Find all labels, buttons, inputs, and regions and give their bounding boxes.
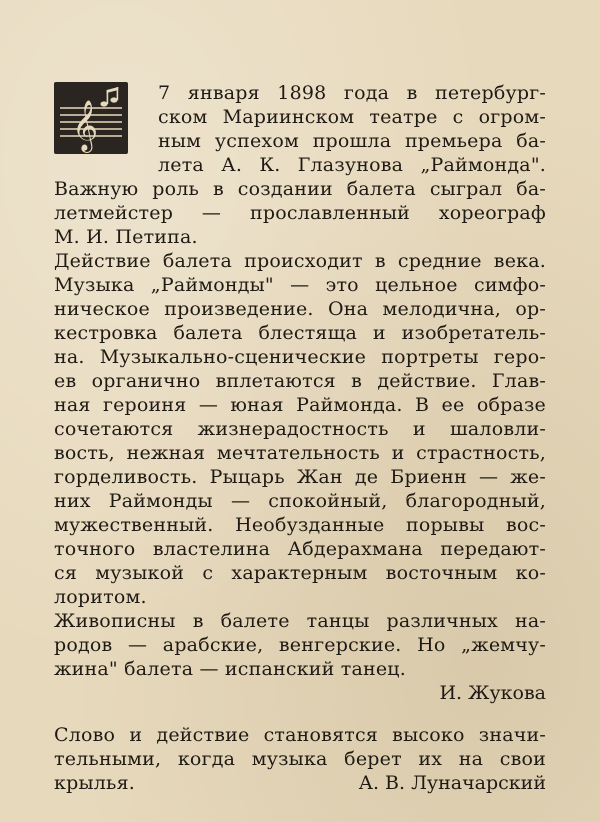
article-line: лета А. К. Глазунова „Раймонда". — [158, 154, 546, 176]
article-line: Живописны в балете танцы различных на- — [54, 610, 546, 632]
article-line: лоритом. — [54, 586, 147, 608]
quote-line: тельными, когда музыка берет их на свои — [54, 748, 546, 770]
article-line: сочетаются жизнерадостность и шаловли- — [54, 418, 546, 440]
article-line: на. Музыкально-сценические портреты геро- — [54, 346, 546, 368]
article-line: Действие балета происходит в средние века. — [54, 250, 546, 272]
treble-clef-icon — [54, 82, 128, 154]
article-line: М. И. Петипа. — [54, 226, 198, 248]
quote-line: Слово и действие становятся высоко значи- — [54, 724, 546, 746]
article-line: них Раймонды — спокойный, благородный, — [54, 490, 546, 512]
article-line: ная героиня — юная Раймонда. В ее образе — [54, 394, 546, 416]
article-line: летмейстер — прославленный хореограф — [54, 202, 546, 224]
article-author: И. Жукова — [439, 682, 546, 704]
article-line: жина" балета — испанский танец. — [54, 658, 406, 680]
article-line: ническое произведение. Она мелодична, ор- — [54, 298, 546, 320]
article-line: кестровка балета блестяща и изобретатель- — [54, 322, 546, 344]
article-line: Музыка „Раймонды" — это цельное симфо- — [54, 274, 546, 296]
article-line: ском Мариинском театре с огром- — [158, 106, 546, 128]
article-line: мужественный. Необузданные порывы вос- — [54, 514, 546, 536]
article-line: ся музыкой с характерным восточным ко- — [54, 562, 546, 584]
article-line: Важную роль в создании балета сыграл ба- — [54, 178, 546, 200]
svg-text:𝄞: 𝄞 — [72, 100, 99, 151]
quote-author: А. В. Луначарский — [358, 772, 546, 794]
article-line: ным успехом прошла премьера ба- — [158, 130, 546, 152]
article-line: ев органично вплетаются в действие. Глав- — [54, 370, 546, 392]
article-line: 7 января 1898 года в петербург- — [158, 82, 546, 104]
article-line: родов — арабские, венгерские. Но „жемчу- — [54, 634, 546, 656]
article-line: точного властелина Абдерахмана передают- — [54, 538, 546, 560]
article-line: вость, нежная мечтательность и страстность, — [54, 442, 546, 464]
article-line: горделивость. Рыцарь Жан де Бриенн — же- — [54, 466, 546, 488]
music-emblem — [54, 82, 128, 154]
quote-line: крылья. — [54, 772, 135, 794]
